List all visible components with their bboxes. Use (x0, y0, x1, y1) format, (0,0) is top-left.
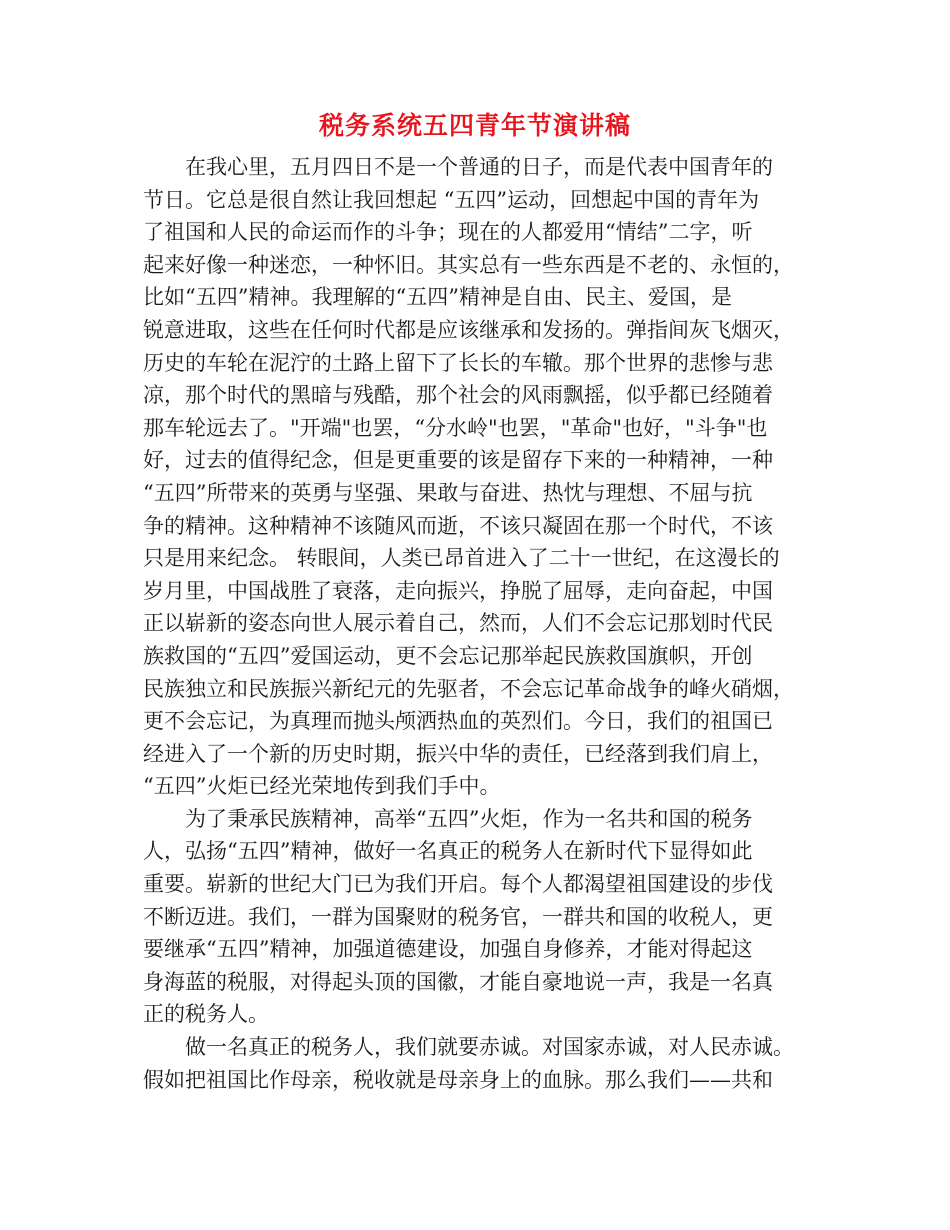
text-line: 民族独立和民族振兴新纪元的先驱者，不会忘记革命战争的峰火硝烟， (143, 676, 794, 701)
text-line: 重要。崭新的世纪大门已为我们开启。每个人都渴望祖国建设的步伐 (143, 872, 773, 897)
text-line: 锐意进取，这些在任何时代都是应该继承和发扬的。弹指间灰飞烟灭， (143, 317, 794, 342)
text-line: 正的税务人。 (143, 1002, 269, 1027)
text-line: 经进入了一个新的历史时期，振兴中华的责任，已经落到我们肩上， (143, 741, 773, 766)
text-line: 在我心里，五月四日不是一个普通的日子，而是代表中国青年的 (143, 155, 773, 179)
text-line: 凉，那个时代的黑暗与残酷，那个社会的风雨飘摇，似乎都已经随着 (143, 383, 773, 408)
text-line: 更不会忘记，为真理而抛头颅洒热血的英烈们。今日，我们的祖国已 (143, 709, 773, 734)
text-line: 假如把祖国比作母亲，税收就是母亲身上的血脉。那么我们——共和 (143, 1067, 773, 1092)
text-line: 族救国的“五四”爱国运动，更不会忘记那举起民族救国旗帜，开创 (143, 643, 753, 668)
text-line: 好，过去的值得纪念，但是更重要的该是留存下来的一种精神，一种 (143, 448, 773, 473)
text-line: 为了秉承民族精神，高举“五四”火炬，作为一名共和国的税务 (143, 806, 753, 831)
text-line: 比如“五四”精神。我理解的“五四”精神是自由、民主、爱国，是 (143, 285, 732, 310)
paragraph (143, 1031, 811, 1096)
text-line: 岁月里，中国战胜了衰落，走向振兴，挣脱了屈辱，走向奋起，中国 (143, 578, 773, 603)
text-line: 历史的车轮在泥泞的土路上留下了长长的车辙。那个世界的悲惨与悲 (143, 350, 773, 375)
text-line: 要继承“五四”精神，加强道德建设，加强自身修养，才能对得起这 (143, 937, 753, 962)
text-line: 节日。它总是很自然让我回想起 “五四”运动，回想起中国的青年为 (143, 187, 760, 212)
text-line: 身海蓝的税服，对得起头顶的国徽，才能自豪地说一声，我是一名真 (143, 969, 773, 994)
text-line: 不断迈进。我们，一群为国聚财的税务官，一群共和国的收税人，更 (143, 904, 773, 929)
document-title: 税务系统五四青年节演讲稿 (318, 111, 631, 140)
text-line: “五四”火炬已经光荣地传到我们手中。 (143, 774, 501, 799)
paragraph (143, 803, 811, 1031)
text-line: 起来好像一种迷恋，一种怀旧。其实总有一些东西是不老的、永恒的， (143, 252, 794, 277)
document-body (143, 151, 811, 1096)
text-line: 人，弘扬“五四”精神，做好一名真正的税务人在新时代下显得如此 (143, 839, 753, 864)
text-line: 只是用来纪念。 转眼间，人类已昂首进入了二十一世纪，在这漫长的 (143, 546, 780, 571)
text-line: 那车轮远去了。"开端"也罢，“分水岭"也罢，"革命"也好，"斗争"也 (143, 415, 768, 440)
text-line: “五四”所带来的英勇与坚强、果敢与奋进、热忱与理想、不屈与抗 (143, 480, 753, 505)
text-line: 争的精神。这种精神不该随风而逝，不该只凝固在那一个时代，不该 (143, 513, 773, 538)
text-line: 正以崭新的姿态向世人展示着自己，然而，人们不会忘记那划时代民 (143, 611, 773, 636)
paragraph (143, 151, 811, 803)
text-line: 了祖国和人民的命运而作的斗争；现在的人都爱用“情结”二字，听 (143, 220, 753, 245)
text-line: 做一名真正的税务人，我们就要赤诚。对国家赤诚，对人民赤诚。 (143, 1035, 794, 1060)
